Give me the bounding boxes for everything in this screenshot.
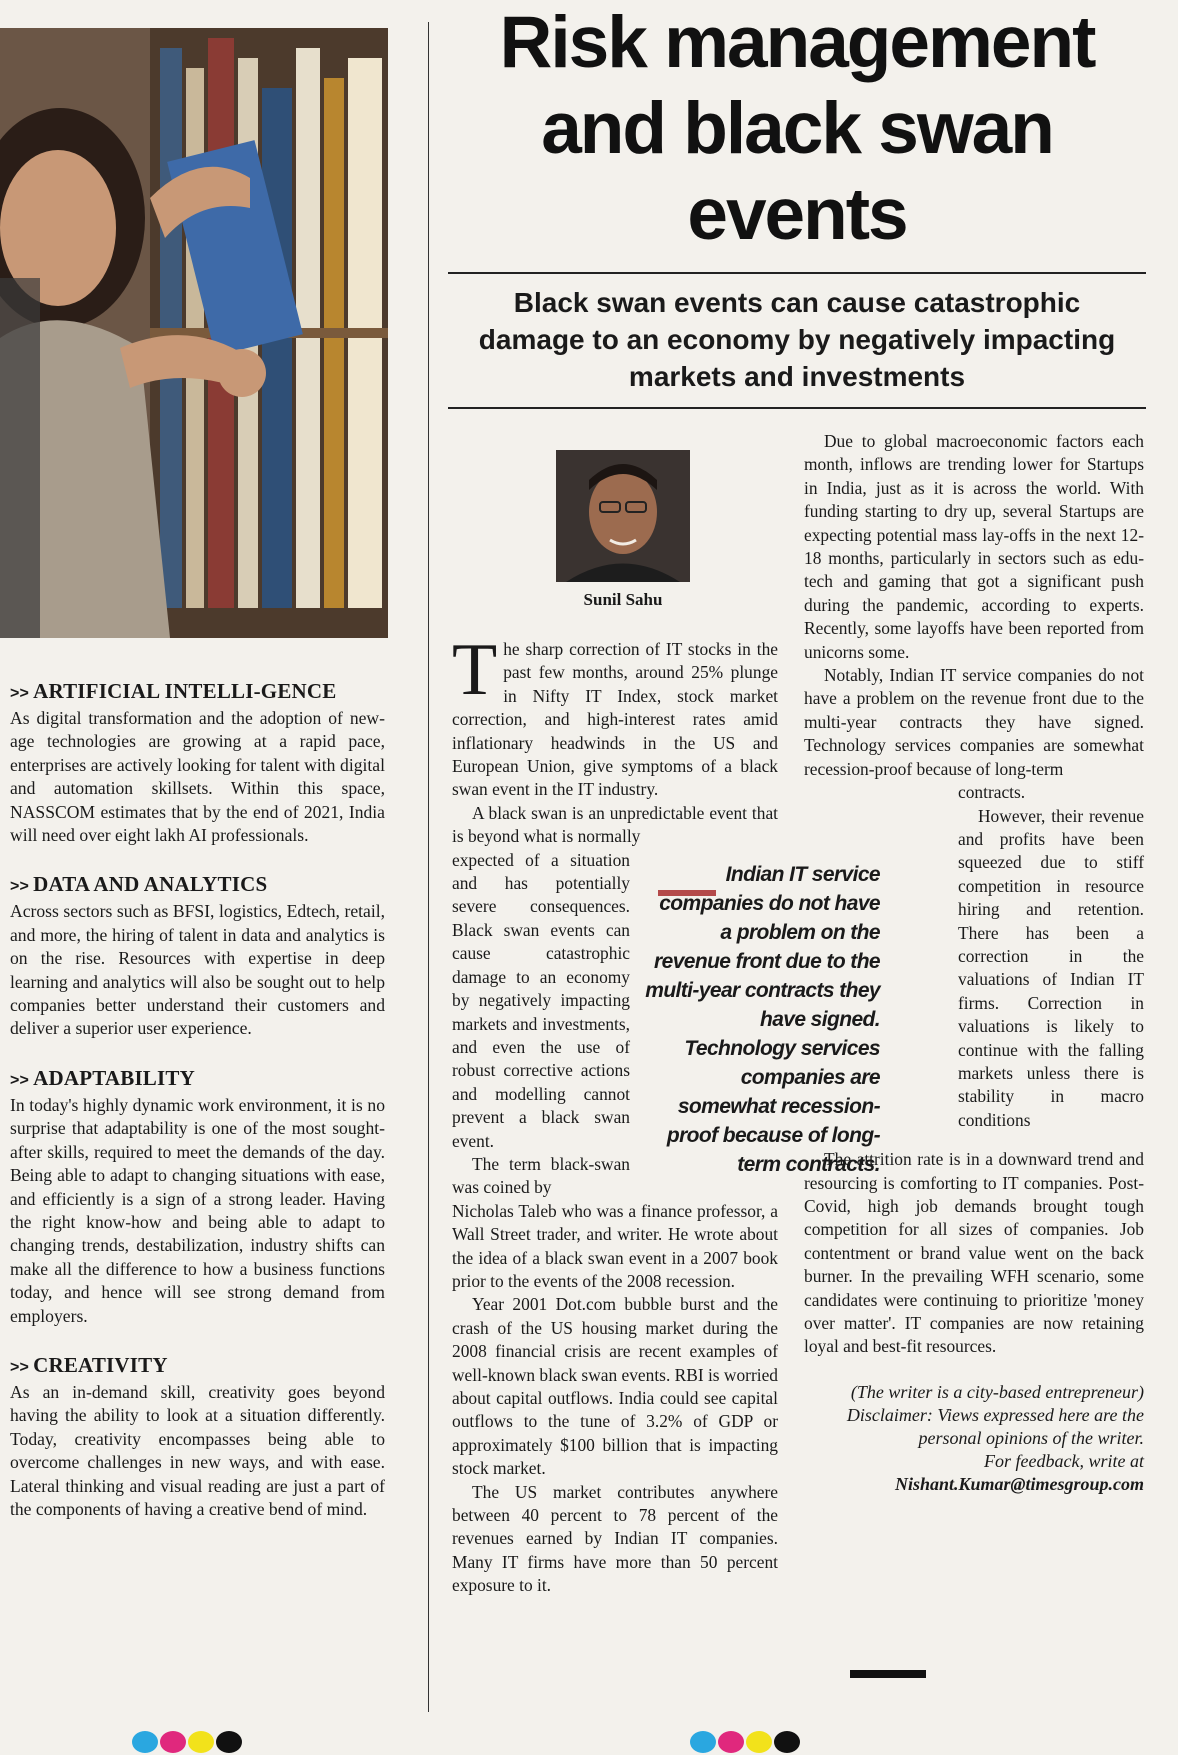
feedback-email: Nishant.Kumar@timesgroup.com <box>894 1473 1144 1494</box>
pullquote-end-bar <box>850 1670 926 1678</box>
writer-footer <box>804 1381 1144 1496</box>
yellow-mark <box>188 1731 214 1753</box>
paragraph: contracts. <box>958 782 1026 803</box>
writer-note: (The writer is a city-based entrepreneur) <box>850 1381 1144 1402</box>
feedback-label: For feedback, write at <box>984 1450 1144 1471</box>
article <box>448 0 1146 1755</box>
skill-heading: >> CREATIVITY <box>10 1352 168 1377</box>
paragraph: Nicholas Taleb who was a finance professor, a Wall Street trader, and writer. He wrote about the idea of a black swan event in a 2007 book prior to the events of the 2008 recession. <box>452 1200 778 1291</box>
article-headline: Risk management and black swan events <box>499 2 1095 255</box>
skill-body: As digital transformation and the adoption of new-age technologies are growing at a rapid pace, enterprises are actively looking for talent with digital and automation skillsets. Within this space, NASSCOM estimates that by the end of 2021, India will need over eight lakh AI professionals. <box>10 708 385 846</box>
paragraph: Due to global macroeconomic factors each month, inflows are trending lower for Startups in India, just as it is across the world. With funding starting to dry up, several Startups are expecting potential mass lay-offs in the next 12-18 months, particularly in sectors such as edu-tech and gaming that got a significant push during the pandemic, according to experts. Recently, some layoffs have been reported from unicorns some. <box>804 431 1144 662</box>
paragraph: The US market contributes anywhere between 40 percent to 78 percent of the revenues earned by Indian IT companies. Many IT firms have more than 50 percent exposure to it. <box>452 1481 778 1596</box>
magenta-mark <box>718 1731 744 1753</box>
disclaimer: Disclaimer: Views expressed here are the personal opinions of the writer. <box>846 1404 1144 1448</box>
paragraph: expected of a situation and has potentially severe consequences. Black swan events can cause catastrophic damage to an economy by negatively impacting markets and investments, and even the use of robust corrective actions and modelling cannot prevent a black swan event. <box>452 849 630 1151</box>
paragraph: A black swan is an unpredictable event that is beyond what is normally <box>452 802 778 847</box>
black-mark <box>774 1731 800 1753</box>
skill-body: In today's highly dynamic work environment, it is no surprise that adaptability is one of the most sought-after skills, required to meet the demands of the day. Being able to adapt to changing situations with ease, and efficiently is a sign of a strong leader. Having the right know-how and being able to adapt to changing trends, destabilization, industry shifts can make all the difference to how a business functions today, and hence will see strong demand from employers. <box>10 1094 385 1326</box>
skills-list <box>10 680 385 1547</box>
pullquote: Indian IT service companies do not have a problem on the revenue front due to the multi-year contracts they have signed. Technology services companies are somewhat recession-proof because of long-term contracts. <box>645 863 880 1176</box>
article-deck: Black swan events can cause catastrophic damage to an economy by negatively impacting markets and investments <box>478 287 1116 392</box>
black-mark <box>216 1731 242 1753</box>
drop-cap: T <box>452 629 498 711</box>
yellow-mark <box>746 1731 772 1753</box>
skill-data-analytics <box>10 873 385 1040</box>
skill-artificial-intelligence <box>10 680 385 847</box>
cyan-mark <box>690 1731 716 1753</box>
print-registration-marks-right <box>690 1731 800 1753</box>
print-registration-marks-left <box>132 1731 242 1753</box>
skill-heading: >> ARTIFICIAL INTELLI-GENCE <box>10 679 337 703</box>
skill-heading: >> DATA AND ANALYTICS <box>10 872 268 897</box>
skill-body: Across sectors such as BFSI, logistics, Edtech, retail, and more, the hiring of talent in data and analytics is on the rise. Resources with expertise in deep learning and analytics will also be sought out to help companies better understand their customers and deliver a superior user experience. <box>10 901 385 1039</box>
paragraph: The attrition rate is in a downward trend and resourcing is comforting to IT companies. Post-Covid, high job demands brought tough competition for all sizes of companies. Job contentment or brand value went on the back burner. In the prevailing WFH scenario, some candidates were continuing to prioritize 'money over matter'. IT companies are now retaining loyal and best-fit resources. <box>804 1149 1144 1357</box>
skill-creativity <box>10 1354 385 1521</box>
cyan-mark <box>132 1731 158 1753</box>
paragraph: Notably, Indian IT service companies do not have a problem on the revenue front due to the multi-year contracts they have signed. Technology services companies are somewhat recession-proof because of long-term <box>804 665 1144 779</box>
paragraph: The sharp correction of IT stocks in the past few months, around 25% plunge in Nifty IT Index, stock market correction, and high-interest rates amid inflationary headwinds in the US and European Union, give symptoms of a black swan event in the IT industry. <box>452 629 778 800</box>
skill-heading: >> ADAPTABILITY <box>10 1065 195 1090</box>
paragraph: The term black-swan was coined by <box>452 1153 630 1198</box>
skill-adaptability <box>10 1067 385 1328</box>
deck-rule-bottom <box>448 407 1146 409</box>
left-column <box>0 0 400 1755</box>
author-name: Sunil Sahu <box>583 590 663 609</box>
paragraph: However, their revenue and profits have been squeezed due to stiff competition in resource hiring and retention. There has been a correction in the valuations of Indian IT firms. Correction in valuations is likely to continue with the falling markets unless there is stability in macro conditions <box>958 805 1144 1130</box>
woman-bookshelf-photo <box>0 28 388 638</box>
magenta-mark <box>160 1731 186 1753</box>
article-body <box>448 430 1146 1720</box>
paragraph: Year 2001 Dot.com bubble burst and the crash of the US housing market during the 2008 financial crisis are recent examples of well-known black swan events. RBI is worried about capital outflows. India could see capital outflows to the tune of 3.2% of GDP or approximately $100 billion that is impacting stock market. <box>452 1294 779 1479</box>
article-column-b <box>804 430 1144 1496</box>
author-photo <box>556 450 690 582</box>
skill-body: As an in-demand skill, creativity goes beyond having the ability to look at a situation differently. Today, creativity encompasses being able to overcome challenges in new ways, and with ease. Lateral thinking and visual reading are just a part of the components of having a creative bend of mind. <box>10 1381 385 1519</box>
column-divider <box>428 22 429 1712</box>
